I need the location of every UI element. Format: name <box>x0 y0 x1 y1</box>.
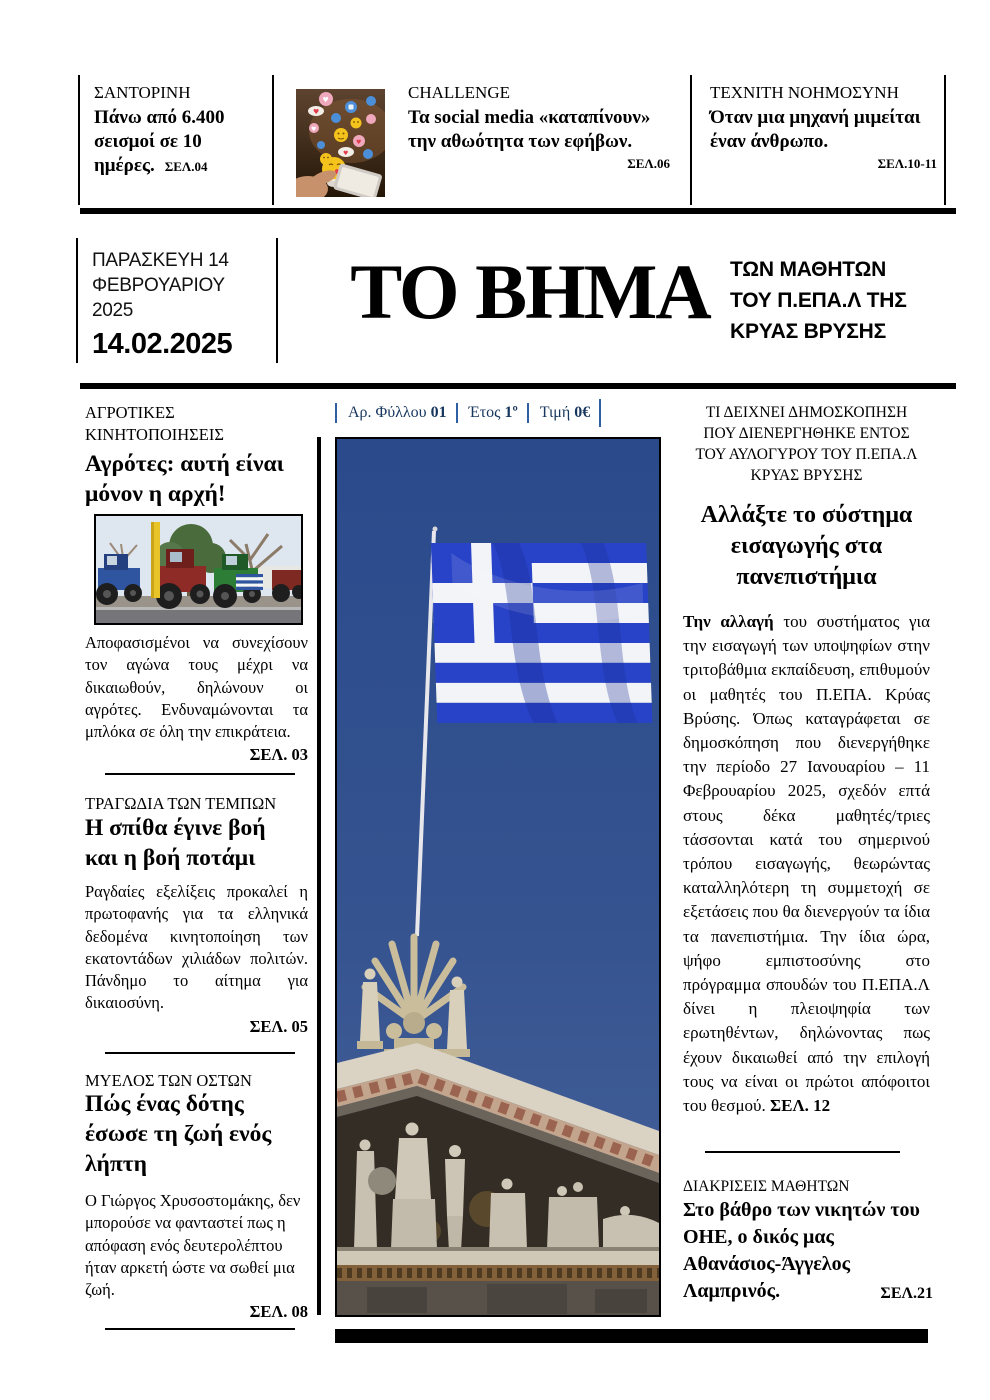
greek-flag-banner <box>236 574 263 590</box>
paper-title: ΤΟ ΒΗΜΑ <box>350 248 710 335</box>
promo-divider-1 <box>272 75 274 205</box>
issue-price: Τιμή 0€ <box>527 403 599 423</box>
datebox-left-border <box>76 238 78 363</box>
promo-challenge <box>408 82 670 172</box>
top-rule <box>80 208 956 214</box>
right-column-divider <box>705 1151 900 1153</box>
story1-body: Αποφασισμένοι να συνεχίσουν τον αγώνα τους μέχρι να δικαιωθούν, δηλώνουν οι αγρότες. Ενδυναμώνονται τα μπλόκα σε όλη την επικράτεια. <box>85 633 308 742</box>
promo-title: Πάνω από 6.400 σεισμοί σε 10 ημέρες. ΣΕΛ.04 <box>94 107 225 176</box>
greek-flag-over-academy-pediment-photo <box>335 437 661 1317</box>
promo-kicker: CHALLENGE <box>408 83 510 102</box>
page-ref: ΣΕΛ.04 <box>164 159 208 174</box>
date-line: ΦΕΒΡΟΥΑΡΙΟΥ 2025 <box>92 275 225 321</box>
tractors-roadblock-photo <box>94 514 303 625</box>
awards-text: Στο βάθρο των νικητών του ΟΗΕ, ο δικός μας Αθανάσιος-Άγγελος Λαμπρινός. ΣΕΛ.21 <box>683 1197 933 1309</box>
story2-page-ref: ΣΕΛ. 05 <box>249 1017 308 1036</box>
story2-body: Ραγδαίες εξελίξεις προκαλεί η πρωτοφανής για τα ελληνικά δεδομένα κινητοποίηση των εκατοντάδων χιλιάδων πολιτών. Πάνδημο το αίτημα για δικαιοσύνη. <box>85 882 308 1013</box>
promo-kicker: ΣΑΝΤΟΡΙΝΗ <box>94 83 191 102</box>
poll-body-lead: Την αλλαγή <box>683 612 774 631</box>
story3-kicker: ΜΥΕΛΟΣ ΤΩΝ ΟΣΤΩΝ <box>85 1071 252 1090</box>
poll-kicker: ΤΙ ΔΕΙΧΝΕΙ ΔΗΜΟΣΚΟΠΗΣΗ ΠΟΥ ΔΙΕΝΕΡΓΗΘΗΚΕ ΕΝΤΟΣ ΤΟΥ ΑΥΛΟΓΥΡΟΥ ΤΟΥ Π.ΕΠΑ.Λ ΚΡΥΑΣ ΒΡΥΣΗΣ <box>695 404 918 484</box>
poll-body: Την αλλαγή του συστήματος για την εισαγωγή των υποψηφίων στην τριτοβάθμια εκπαίδευση, επιθυμούν οι μαθητές του Π.ΕΠΑ. Κρύας Βρύσης. Όπως καταγράφεται σε δημοσκόπηση που διενεργήθηκε την περίοδο 27 Ιανουαρίου – 11 Φεβρουαρίου 2025, σχεδόν επτά στους δέκα μαθητές/τριες τάσσονται κατά του σημερινού τρόπου εισαγωγής, θεωρώντας καταλληλότερη τη συμμετοχή σε εξετάσεις που θα διενεργούν τα ίδια τα πανεπιστήμια. Την ίδια ώρα, ψήφο εμπιστοσύνης στο πρόγραμμα σπουδών του Π.ΕΠΑ.Λ δίνει η πλειοψηφία των ερωτηθέντων, δηλώνοντας πως έχουν δικαιωθεί από την επιλογή τους να είναι οι πρώτοι απόφοιτοι του θεσμού. ΣΕΛ. 12 <box>683 612 930 1116</box>
promo-kicker: ΤΕΧΝΙΤΗ ΝΟΗΜΟΣΥΝΗ <box>710 83 899 102</box>
issue-year: Έτος 1º <box>456 403 527 423</box>
story2-kicker: ΤΡΑΓΩΔΙΑ ΤΩΝ ΤΕΜΠΩΝ <box>85 794 277 813</box>
svg-text:♥: ♥ <box>313 108 320 116</box>
date-box <box>92 248 270 361</box>
svg-text:♥: ♥ <box>322 96 329 104</box>
story1-kicker: ΑΓΡΟΤΙΚΕΣ ΚΙΝΗΤΟΠΟΙΗΣΕΙΣ <box>85 403 224 444</box>
date-numeric: 14.02.2025 <box>92 328 233 360</box>
promo-divider-2 <box>690 75 692 205</box>
story1-headline: Αγρότες: αυτή είναι μόνον η αρχή! <box>85 451 284 507</box>
svg-text:♥: ♥ <box>343 150 349 157</box>
subtitle-line: ΚΡΥΑΣ ΒΡΥΣΗΣ <box>730 320 887 343</box>
awards-kicker: ΔΙΑΚΡΙΣΕΙΣ ΜΑΘΗΤΩΝ <box>683 1178 850 1195</box>
greek-flag <box>431 543 652 723</box>
promo-divider-left <box>78 75 80 205</box>
column-separator-line <box>317 437 321 1315</box>
story3-page-ref: ΣΕΛ. 08 <box>249 1302 308 1321</box>
promo-santorini <box>94 82 272 179</box>
poll-headline: Αλλάξτε το σύστημα εισαγωγής στα πανεπιστήμια <box>700 502 913 590</box>
story3-headline: Πώς ένας δότης έσωσε τη ζωή ενός λήπτη <box>85 1091 272 1177</box>
promo-ai <box>710 82 937 172</box>
promo-title: Τα social media «καταπίνουν» την αθωότητα των εφήβων. <box>408 107 651 152</box>
story3-body: Ο Γιώργος Χρυσοστομάκης, δεν μπορούσε να φανταστεί πως η απόφαση ενός δευτερολέπτου ήταν αρκετή ώστε να σωθεί μια ζωή. <box>85 1191 301 1300</box>
bottom-rule <box>335 1329 928 1343</box>
issue-info-bar <box>335 399 601 427</box>
awards-page-ref: ΣΕΛ.21 <box>880 1285 933 1302</box>
svg-text:♥: ♥ <box>356 139 362 146</box>
issue-number: Αρ. Φύλλου 01 <box>335 403 456 423</box>
story1-page-ref: ΣΕΛ. 03 <box>249 745 308 764</box>
page-ref: ΣΕΛ.10-11 <box>877 156 937 171</box>
date-line: ΠΑΡΑΣΚΕΥΗ 14 <box>92 250 229 271</box>
promo-title: Όταν μια μηχανή μιμείται έναν άνθρωπο. <box>710 107 921 152</box>
social-media-emojis-photo <box>296 89 385 197</box>
left-column-divider-1 <box>105 773 295 775</box>
subtitle-line: ΤΩΝ ΜΑΘΗΤΩΝ <box>730 258 887 281</box>
paper-subtitle <box>730 254 940 347</box>
promo-divider-right <box>944 75 946 205</box>
poll-page-ref: ΣΕΛ. 12 <box>769 1096 831 1116</box>
masthead-bottom-rule <box>80 383 956 389</box>
page-ref: ΣΕΛ.06 <box>627 156 670 171</box>
datebox-right-border <box>276 238 278 363</box>
story2-headline: Η σπίθα έγινε βοή και η βοή ποτάμι <box>85 815 266 871</box>
left-column-divider-2 <box>105 1052 295 1054</box>
left-column-divider-3 <box>105 1328 295 1330</box>
svg-text:♥: ♥ <box>311 126 317 133</box>
subtitle-line: ΤΟΥ Π.ΕΠΑ.Λ ΤΗΣ <box>730 289 907 312</box>
